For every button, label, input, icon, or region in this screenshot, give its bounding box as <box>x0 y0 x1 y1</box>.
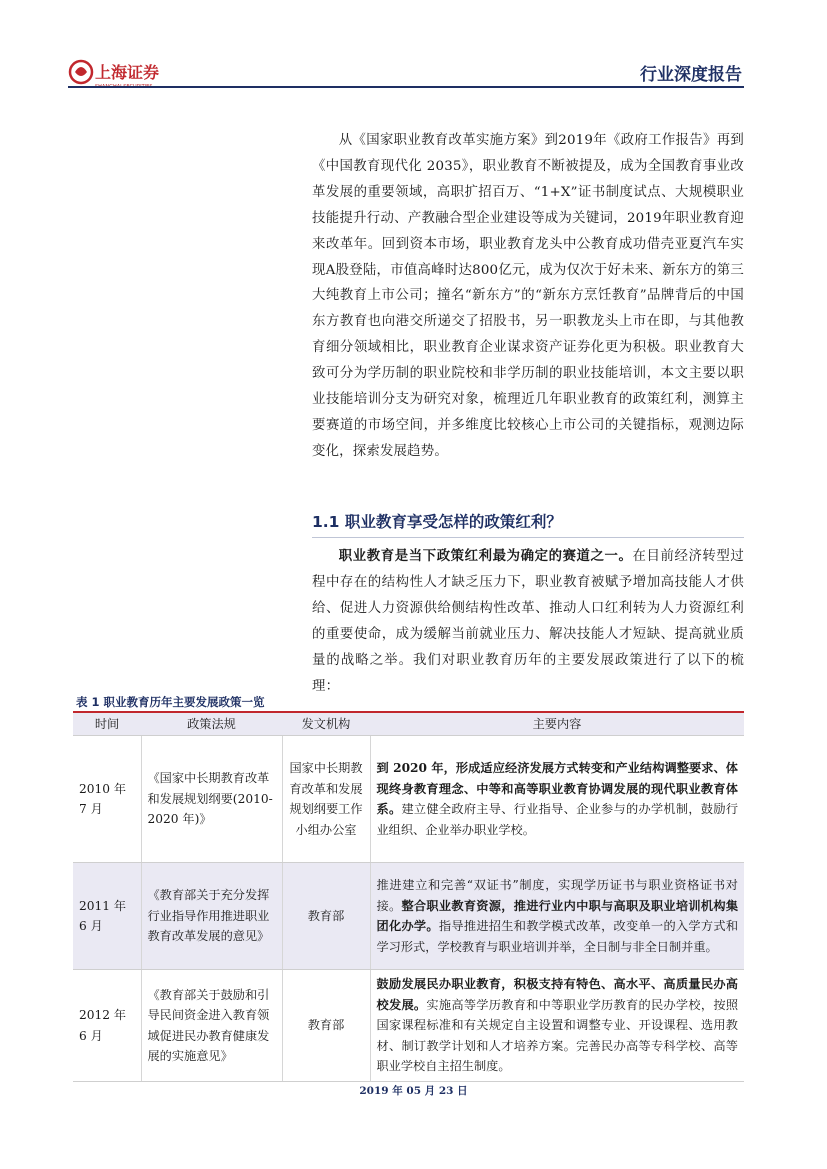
footer-date: 2019 年 05 月 23 日 <box>359 1085 468 1097</box>
row-law: 《国家中长期教育改革和发展规划纲要(2010-2020 年)》 <box>141 736 282 863</box>
table-caption: 表 1 职业教育历年主要发展政策一览 <box>76 695 265 709</box>
content-post: 实施高等学历教育和中等职业学历教育的民办学校，按照国家课程标准和有关规定自主设置和调整专业、开设课程、选用教材、制订教学计划和人才培养方案。完善民办高等专科学校、高等职业学校自主招生制度。 <box>376 997 739 1074</box>
row-time: 2012 年 6 月 <box>73 970 141 1082</box>
intro-paragraph: 从《国家职业教育改革实施方案》到2019年《政府工作报告》再到《中国教育现代化 2035》，职业教育不断被提及，成为全国教育事业改革发展的重要领域，高职扩招百万、“1+X”证书制度试点、大规模职业技能提升行动、产教融合型企业建设等成为关键词，2019年职业教育迎来改革年。回到资本市场，职业教育龙头中公教育成功借壳亚夏汽车实现A股登陆，市值高峰时达800亿元，成为仅次于好未来、新东方的第三大纯教育上市公司；撞名“新东方”的“新东方烹饪教育”品牌背后的中国东方教育也向港交所递交了招股书，另一职教龙头上市在即，与其他教育细分领域相比，职业教育企业谋求资产证券化更为积极。职业教育大致可分为学历制的职业院校和非学历制的职业技能培训，本文主要以职业技能培训分支为研究对象，梳理近几年职业教育的政策红利，测算主要赛道的市场空间，并多维度比较核心上市公司的关键指标，观测边际变化，探索发展趋势。 <box>312 133 744 459</box>
section-lead-bold: 职业教育是当下政策红利最为确定的赛道之一。 <box>338 548 633 564</box>
content-bold: 到 2020 年，形成适应经济发展方式转变和产业结构调整要求、体现终身教育理念、中等和高等职业教育协调发展的现代职业教育体系。 <box>376 761 738 816</box>
table-row <box>73 970 744 1082</box>
header-divider <box>68 86 744 88</box>
row-content <box>370 736 744 863</box>
row-issuer: 教育部 <box>282 863 370 970</box>
table-header-row <box>73 713 744 736</box>
header-time: 时间 <box>73 713 141 736</box>
content-post: 指导推进招生和教学模式改革，改变单一的入学方式和学习形式，学校教育与职业培训并举，全日制与非全日制并重。 <box>376 919 739 954</box>
header-issuer: 发文机构 <box>282 713 370 736</box>
row-law: 《教育部关于鼓励和引导民间资金进入教育领域促进民办教育健康发展的实施意见》 <box>141 970 282 1082</box>
header-law: 政策法规 <box>141 713 282 736</box>
content-pre: 推进建立和完善“双证书”制度，实现学历证书与职业资格证书对接。 <box>376 878 738 913</box>
content-post: 建立健全政府主导、行业指导、企业参与的办学机制，鼓励行业组织、企业举办职业学校。 <box>376 802 739 837</box>
row-content <box>370 970 744 1082</box>
policy-table <box>73 713 744 1082</box>
section-paragraph <box>312 544 744 699</box>
row-issuer: 教育部 <box>282 970 370 1082</box>
header-content: 主要内容 <box>370 713 744 736</box>
content-bold: 鼓励发展民办职业教育，积极支持有特色、高水平、高质量民办高校发展。 <box>376 977 738 1012</box>
row-law: 《教育部关于充分发挥行业指导作用推进职业教育改革发展的意见》 <box>141 863 282 970</box>
table-row <box>73 736 744 863</box>
section-lead-rest: 在目前经济转型过程中存在的结构性人才缺乏压力下，职业教育被赋予增加高技能人才供给、促进人力资源供给侧结构性改革、推动人口红利转为人力资源红利的重要使命，成为缓解当前就业压力、解决技能人才短缺、提高就业质量的战略之举。我们对职业教育历年的主要发展政策进行了以下的梳理： <box>312 549 744 694</box>
table-row <box>73 863 744 970</box>
content-bold: 整合职业教育资源，推进行业内中职与高职及职业培训机构集团化办学。 <box>376 898 739 933</box>
logo-text: 上海证券 <box>95 63 160 82</box>
row-content <box>370 863 744 970</box>
row-time: 2010 年 7 月 <box>73 736 141 863</box>
row-time: 2011 年 6 月 <box>73 863 141 970</box>
section-heading: 1.1 职业教育享受怎样的政策红利？ <box>312 513 562 531</box>
report-type-title: 行业深度报告 <box>640 65 742 85</box>
section-divider <box>312 537 744 538</box>
row-issuer: 国家中长期教育改革和发展规划纲要工作小组办公室 <box>282 736 370 863</box>
